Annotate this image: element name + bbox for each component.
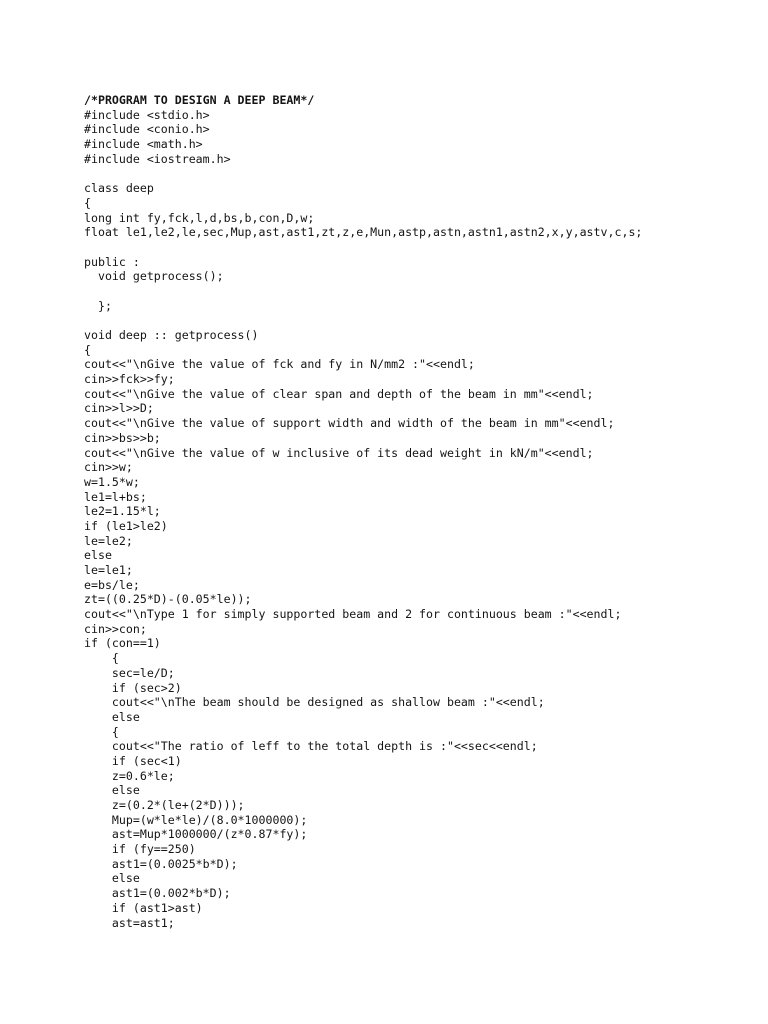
program-title: /*PROGRAM TO DESIGN A DEEP BEAM*/ [84, 93, 315, 107]
code-line: z=(0.2*(le+(2*D))); [84, 798, 245, 812]
code-line: le2=1.15*l; [84, 504, 161, 519]
code-line: #include <math.h> [84, 137, 203, 152]
code-line: { [84, 342, 91, 357]
code-line: ast1=(0.002*b*D); [84, 886, 231, 901]
source-code-listing [84, 93, 744, 930]
code-line [84, 166, 744, 181]
code-line: cin>>con; [84, 621, 147, 636]
code-line: else [84, 783, 140, 798]
code-line: cout<<"\nGive the value of fck and fy in N/mm2 :"<<endl; [84, 357, 475, 372]
code-line: ast=ast1; [84, 915, 175, 930]
code-line: ast=Mup*1000000/(z*0.87*fy); [84, 827, 308, 842]
code-line: }; [84, 298, 112, 313]
code-line: sec=le/D; [84, 665, 175, 680]
code-line: #include <stdio.h> [84, 107, 210, 122]
code-line: long int fy,fck,l,d,bs,b,con,D,w; [84, 210, 315, 225]
code-line: cout<<"\nGive the value of w inclusive of its dead weight in kN/m"<<endl; [84, 445, 594, 460]
code-line: #include <conio.h> [84, 122, 210, 137]
code-line: if (ast1>ast) [84, 900, 203, 915]
code-line: public : [84, 254, 140, 269]
code-line: cin>>w; [84, 460, 133, 475]
code-line: else [84, 548, 112, 563]
code-line: if (sec>2) [84, 680, 182, 695]
code-line: le=le1; [84, 563, 133, 577]
code-line: le=le2; [84, 533, 133, 548]
code-line [84, 284, 744, 299]
code-line: e=bs/le; [84, 577, 140, 592]
code-line: le1=l+bs; [84, 489, 147, 504]
code-line: w=1.5*w; [84, 474, 140, 489]
code-line: cout<<"\nGive the value of support width and width of the beam in mm"<<endl; [84, 416, 615, 431]
code-line: z=0.6*le; [84, 768, 175, 783]
code-line: cin>>l>>D; [84, 401, 154, 416]
code-line: cout<<"\nGive the value of clear span and depth of the beam in mm"<<endl; [84, 386, 594, 401]
code-line: void deep :: getprocess() [84, 328, 259, 342]
code-line: cout<<"The ratio of leff to the total depth is :"<<sec<<endl; [84, 739, 538, 754]
code-line: cin>>bs>>b; [84, 430, 161, 445]
code-line: { [84, 195, 91, 210]
code-line: float le1,le2,le,sec,Mup,ast,ast1,zt,z,e,Mun,astp,astn,astn1,astn2,x,y,astv,c,s; [84, 225, 643, 240]
code-line: zt=((0.25*D)-(0.05*le)); [84, 592, 252, 607]
code-line: class deep [84, 181, 154, 196]
code-line: cout<<"\nType 1 for simply supported beam and 2 for continuous beam :"<<endl; [84, 607, 622, 622]
code-line: if (le1>le2) [84, 518, 168, 533]
code-line: { [84, 724, 119, 739]
code-line: #include <iostream.h> [84, 151, 231, 166]
code-line: ast1=(0.0025*b*D); [84, 856, 238, 871]
code-line: Mup=(w*le*le)/(8.0*1000000); [84, 812, 308, 827]
code-line: cin>>fck>>fy; [84, 372, 175, 387]
code-line: if (sec<1) [84, 753, 182, 768]
code-line [84, 313, 744, 328]
code-line: cout<<"\nThe beam should be designed as shallow beam :"<<endl; [84, 695, 545, 710]
code-line: if (fy==250) [84, 842, 196, 857]
code-line: if (con==1) [84, 636, 161, 651]
code-line [84, 240, 744, 255]
code-line: else [84, 871, 140, 886]
code-line: else [84, 709, 140, 724]
code-line: void getprocess(); [84, 269, 224, 284]
code-line: { [84, 651, 119, 666]
